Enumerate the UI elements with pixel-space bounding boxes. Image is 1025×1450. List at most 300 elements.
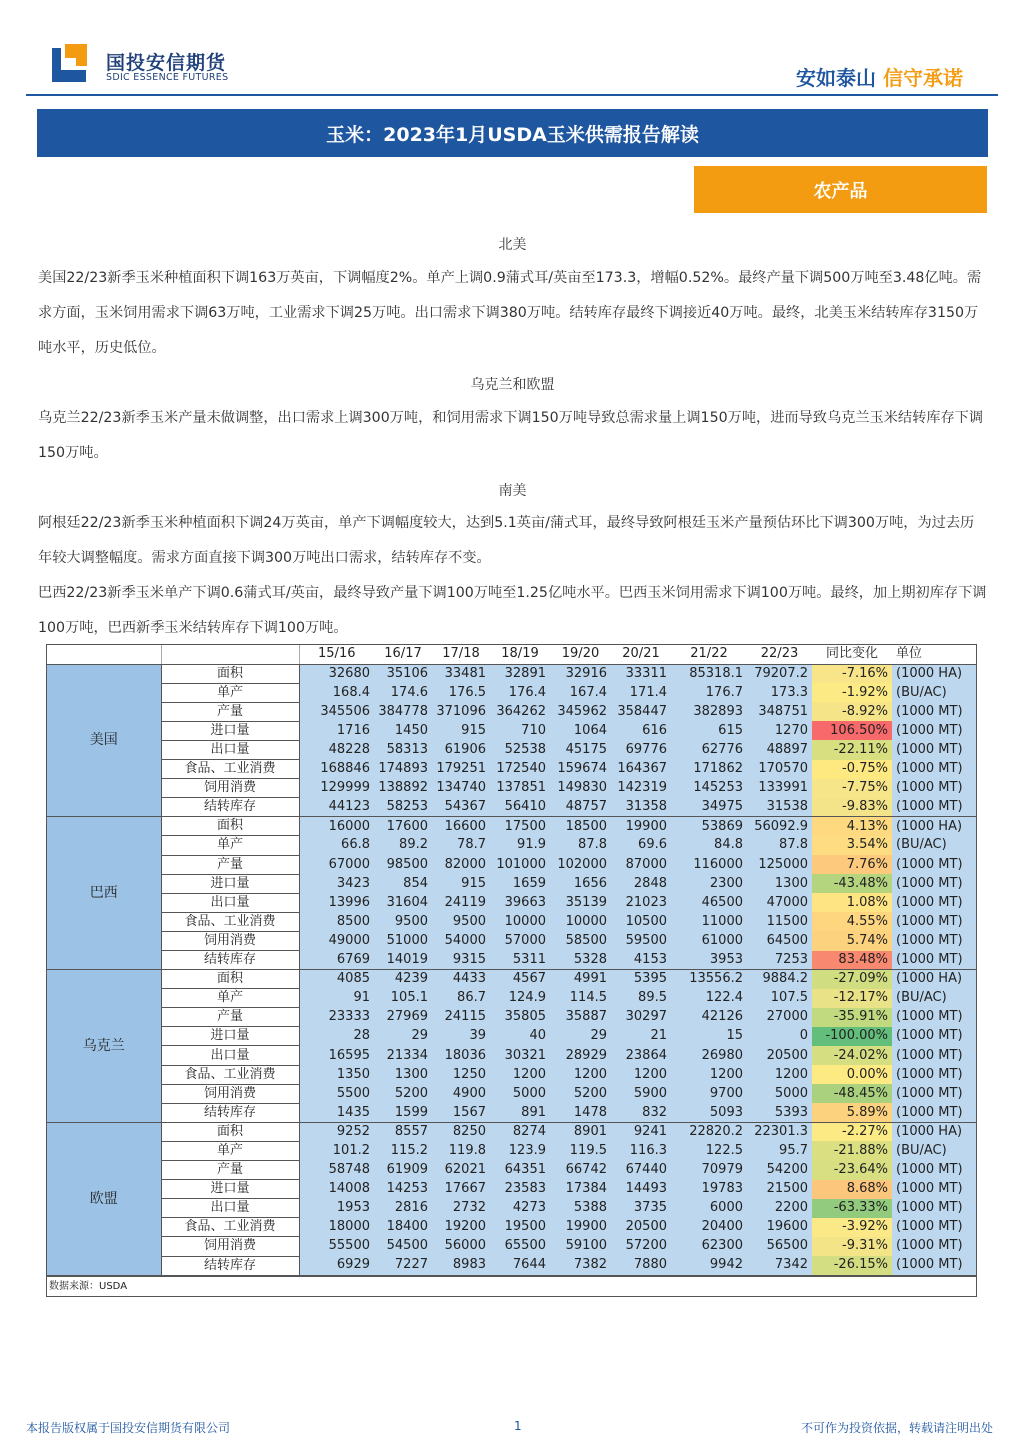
value-cell: 1350 <box>299 1065 374 1084</box>
value-cell: 5500 <box>299 1084 374 1103</box>
value-cell: 1716 <box>299 721 374 740</box>
value-cell: 171862 <box>671 760 747 779</box>
value-cell: 129999 <box>299 779 374 798</box>
value-cell: 116.3 <box>611 1141 671 1160</box>
value-cell: 5000 <box>490 1084 550 1103</box>
value-cell: 1270 <box>747 721 812 740</box>
value-cell: 35805 <box>490 1008 550 1027</box>
value-cell: 2300 <box>671 874 747 893</box>
yoy-change-cell: -23.64% <box>812 1161 892 1180</box>
company-logo-icon <box>52 40 98 84</box>
value-cell: 67440 <box>611 1161 671 1180</box>
value-cell: 62021 <box>432 1161 490 1180</box>
table-row <box>47 1199 976 1218</box>
table-row <box>47 683 976 702</box>
value-cell: 2200 <box>747 1199 812 1218</box>
value-cell: 42126 <box>671 1008 747 1027</box>
value-cell: 30297 <box>611 1008 671 1027</box>
value-cell: 58748 <box>299 1161 374 1180</box>
metric-label: 面积 <box>161 970 299 989</box>
value-cell: 16600 <box>432 817 490 836</box>
value-cell: 79207.2 <box>747 664 812 683</box>
value-cell: 5200 <box>550 1084 611 1103</box>
unit-cell: (1000 MT) <box>892 1008 976 1027</box>
value-cell: 58253 <box>374 798 432 817</box>
value-cell: 30321 <box>490 1046 550 1065</box>
table-row <box>47 702 976 721</box>
yoy-change-cell: 5.74% <box>812 931 892 950</box>
unit-cell: (1000 MT) <box>892 893 976 912</box>
value-cell: 4239 <box>374 970 432 989</box>
value-cell: 31358 <box>611 798 671 817</box>
value-cell: 89.5 <box>611 989 671 1008</box>
value-cell: 176.5 <box>432 683 490 702</box>
value-cell: 78.7 <box>432 836 490 855</box>
country-label: 巴西 <box>47 817 161 970</box>
yoy-change-cell: -27.09% <box>812 970 892 989</box>
unit-cell: (1000 HA) <box>892 664 976 683</box>
unit-cell: (1000 MT) <box>892 1199 976 1218</box>
value-cell: 33481 <box>432 664 490 683</box>
value-cell: 14253 <box>374 1180 432 1199</box>
metric-label: 饲用消费 <box>161 779 299 798</box>
value-cell: 26980 <box>671 1046 747 1065</box>
value-cell: 18036 <box>432 1046 490 1065</box>
value-cell: 24115 <box>432 1008 490 1027</box>
value-cell: 9700 <box>671 1084 747 1103</box>
value-cell: 125000 <box>747 855 812 874</box>
value-cell: 87000 <box>611 855 671 874</box>
value-cell: 371096 <box>432 702 490 721</box>
value-cell: 9500 <box>374 912 432 931</box>
yoy-change-cell: 83.48% <box>812 951 892 970</box>
value-cell: 7342 <box>747 1256 812 1275</box>
yoy-change-cell: -22.11% <box>812 740 892 759</box>
value-cell: 134740 <box>432 779 490 798</box>
value-cell: 70979 <box>671 1161 747 1180</box>
yoy-change-cell: -3.92% <box>812 1218 892 1237</box>
unit-cell: (BU/AC) <box>892 683 976 702</box>
slogan-part-b: 信守承诺 <box>883 66 963 90</box>
value-cell: 19600 <box>747 1218 812 1237</box>
value-cell: 21334 <box>374 1046 432 1065</box>
value-cell: 49000 <box>299 931 374 950</box>
value-cell: 710 <box>490 721 550 740</box>
value-cell: 4991 <box>550 970 611 989</box>
value-cell: 66742 <box>550 1161 611 1180</box>
value-cell: 11000 <box>671 912 747 931</box>
value-cell: 3423 <box>299 874 374 893</box>
value-cell: 4433 <box>432 970 490 989</box>
value-cell: 138892 <box>374 779 432 798</box>
value-cell: 58313 <box>374 740 432 759</box>
value-cell: 53869 <box>671 817 747 836</box>
value-cell: 159674 <box>550 760 611 779</box>
page-footer <box>0 1415 1025 1439</box>
value-cell: 95.7 <box>747 1141 812 1160</box>
value-cell: 1450 <box>374 721 432 740</box>
value-cell: 101.2 <box>299 1141 374 1160</box>
value-cell: 84.8 <box>671 836 747 855</box>
table-row <box>47 1084 976 1103</box>
value-cell: 1200 <box>671 1065 747 1084</box>
value-cell: 122.4 <box>671 989 747 1008</box>
metric-label: 出口量 <box>161 893 299 912</box>
yoy-change-cell: -9.83% <box>812 798 892 817</box>
value-cell: 56092.9 <box>747 817 812 836</box>
value-cell: 61909 <box>374 1161 432 1180</box>
table-row <box>47 1161 976 1180</box>
section-heading-ukraine-eu: 乌克兰和欧盟 <box>470 377 555 393</box>
table-header-row <box>47 645 976 664</box>
metric-label: 食品、工业消费 <box>161 1065 299 1084</box>
value-cell: 364262 <box>490 702 550 721</box>
value-cell: 7382 <box>550 1256 611 1275</box>
value-cell: 35139 <box>550 893 611 912</box>
yoy-change-cell: -43.48% <box>812 874 892 893</box>
table-row <box>47 1180 976 1199</box>
value-cell: 18500 <box>550 817 611 836</box>
value-cell: 10500 <box>611 912 671 931</box>
value-cell: 167.4 <box>550 683 611 702</box>
unit-cell: (1000 MT) <box>892 1180 976 1199</box>
yoy-change-cell: 5.89% <box>812 1103 892 1122</box>
value-cell: 8901 <box>550 1122 611 1141</box>
value-cell: 34975 <box>671 798 747 817</box>
value-cell: 1200 <box>611 1065 671 1084</box>
value-cell: 3953 <box>671 951 747 970</box>
value-cell: 31604 <box>374 893 432 912</box>
value-cell: 9241 <box>611 1122 671 1141</box>
value-cell: 8557 <box>374 1122 432 1141</box>
unit-cell: (1000 MT) <box>892 1237 976 1256</box>
value-cell: 56410 <box>490 798 550 817</box>
metric-label: 食品、工业消费 <box>161 1218 299 1237</box>
value-cell: 2816 <box>374 1199 432 1218</box>
yoy-change-cell: -8.92% <box>812 702 892 721</box>
unit-cell: (1000 MT) <box>892 1161 976 1180</box>
value-cell: 1064 <box>550 721 611 740</box>
yoy-change-cell: -7.16% <box>812 664 892 683</box>
value-cell: 29 <box>550 1027 611 1046</box>
logo-name-cn: 国投安信期货 <box>106 52 227 74</box>
unit-cell: (1000 MT) <box>892 1065 976 1084</box>
value-cell: 69776 <box>611 740 671 759</box>
metric-label: 面积 <box>161 817 299 836</box>
unit-cell: (1000 HA) <box>892 970 976 989</box>
value-cell: 98500 <box>374 855 432 874</box>
disclaimer: 不可作为投资依据，转载请注明出处 <box>800 1421 993 1435</box>
unit-cell: (1000 MT) <box>892 760 976 779</box>
metric-label: 出口量 <box>161 740 299 759</box>
value-cell: 17600 <box>374 817 432 836</box>
unit-cell: (1000 MT) <box>892 1084 976 1103</box>
value-cell: 616 <box>611 721 671 740</box>
value-cell: 4900 <box>432 1084 490 1103</box>
slogan <box>796 62 963 91</box>
yoy-change-cell: 4.13% <box>812 817 892 836</box>
unit-cell: (1000 MT) <box>892 721 976 740</box>
country-label: 乌克兰 <box>47 970 161 1123</box>
value-cell: 65500 <box>490 1237 550 1256</box>
unit-cell: (BU/AC) <box>892 836 976 855</box>
paragraph-brazil: 巴西22/23新季玉米单产下调0.6蒲式耳/英亩，最终导致产量下调100万吨至1.25亿吨水平。巴西玉米饲用需求下调100万吨。最终，加上期初库存下调100万吨，巴西新季玉米结转库存下调100万吨。 <box>38 585 987 636</box>
value-cell: 3735 <box>611 1199 671 1218</box>
value-cell: 20500 <box>611 1218 671 1237</box>
yoy-change-cell: -26.15% <box>812 1256 892 1275</box>
header-year: 22/23 <box>747 645 812 664</box>
value-cell: 119.8 <box>432 1141 490 1160</box>
value-cell: 5311 <box>490 951 550 970</box>
value-cell: 19200 <box>432 1218 490 1237</box>
value-cell: 32916 <box>550 664 611 683</box>
value-cell: 54200 <box>747 1161 812 1180</box>
value-cell: 4085 <box>299 970 374 989</box>
value-cell: 9500 <box>432 912 490 931</box>
value-cell: 19900 <box>611 817 671 836</box>
value-cell: 345962 <box>550 702 611 721</box>
yoy-change-cell: -63.33% <box>812 1199 892 1218</box>
unit-cell: (1000 MT) <box>892 740 976 759</box>
yoy-change-cell: -9.31% <box>812 1237 892 1256</box>
value-cell: 358447 <box>611 702 671 721</box>
value-cell: 9942 <box>671 1256 747 1275</box>
metric-label: 进口量 <box>161 721 299 740</box>
value-cell: 6000 <box>671 1199 747 1218</box>
metric-label: 产量 <box>161 855 299 874</box>
value-cell: 174.6 <box>374 683 432 702</box>
metric-label: 进口量 <box>161 1027 299 1046</box>
value-cell: 123.9 <box>490 1141 550 1160</box>
table-row <box>47 951 976 970</box>
yoy-change-cell: 106.50% <box>812 721 892 740</box>
value-cell: 8250 <box>432 1122 490 1141</box>
value-cell: 17384 <box>550 1180 611 1199</box>
value-cell: 124.9 <box>490 989 550 1008</box>
value-cell: 82000 <box>432 855 490 874</box>
value-cell: 8274 <box>490 1122 550 1141</box>
value-cell: 18000 <box>299 1218 374 1237</box>
value-cell: 21500 <box>747 1180 812 1199</box>
value-cell: 56000 <box>432 1237 490 1256</box>
value-cell: 173.3 <box>747 683 812 702</box>
value-cell: 105.1 <box>374 989 432 1008</box>
value-cell: 915 <box>432 721 490 740</box>
paragraph-ukraine-eu: 乌克兰22/23新季玉米产量未做调整，出口需求上调300万吨，和饲用需求下调150万吨导致总需求量上调150万吨，进而导致乌克兰玉米结转库存下调150万吨。 <box>38 410 984 461</box>
value-cell: 67000 <box>299 855 374 874</box>
value-cell: 85318.1 <box>671 664 747 683</box>
value-cell: 44123 <box>299 798 374 817</box>
supply-demand-table <box>46 644 977 1297</box>
logo-name-en: SDIC ESSENCE FUTURES <box>106 72 229 83</box>
paragraph-argentina: 阿根廷22/23新季玉米种植面积下调24万英亩，单产下调幅度较大，达到5.1英亩/蒲式耳，最终导致阿根廷玉米产量预估环比下调300万吨，为过去历年较大调整幅度。需求方面直接下调300万吨出口需求，结转库存不变。 <box>38 515 975 566</box>
value-cell: 1656 <box>550 874 611 893</box>
header-year: 18/19 <box>490 645 550 664</box>
table-row <box>47 1141 976 1160</box>
value-cell: 2848 <box>611 874 671 893</box>
yoy-change-cell: -1.92% <box>812 683 892 702</box>
value-cell: 8500 <box>299 912 374 931</box>
value-cell: 54367 <box>432 798 490 817</box>
table-row <box>47 855 976 874</box>
value-cell: 21 <box>611 1027 671 1046</box>
value-cell: 119.5 <box>550 1141 611 1160</box>
value-cell: 48757 <box>550 798 611 817</box>
metric-label: 进口量 <box>161 874 299 893</box>
value-cell: 133991 <box>747 779 812 798</box>
category-tag: 农产品 <box>694 166 987 213</box>
section-heading-north-america: 北美 <box>498 237 527 253</box>
value-cell: 14493 <box>611 1180 671 1199</box>
value-cell: 66.8 <box>299 836 374 855</box>
value-cell: 39 <box>432 1027 490 1046</box>
value-cell: 29 <box>374 1027 432 1046</box>
unit-cell: (1000 MT) <box>892 779 976 798</box>
page-number: 1 <box>514 1419 522 1433</box>
yoy-change-cell: -35.91% <box>812 1008 892 1027</box>
value-cell: 102000 <box>550 855 611 874</box>
unit-cell: (BU/AC) <box>892 1141 976 1160</box>
value-cell: 91 <box>299 989 374 1008</box>
metric-label: 结转库存 <box>161 951 299 970</box>
value-cell: 164367 <box>611 760 671 779</box>
value-cell: 176.4 <box>490 683 550 702</box>
value-cell: 48228 <box>299 740 374 759</box>
unit-cell: (1000 MT) <box>892 1027 976 1046</box>
header-year: 21/22 <box>671 645 747 664</box>
value-cell: 8983 <box>432 1256 490 1275</box>
value-cell: 1300 <box>374 1065 432 1084</box>
value-cell: 58500 <box>550 931 611 950</box>
table-row <box>47 721 976 740</box>
value-cell: 172540 <box>490 760 550 779</box>
value-cell: 116000 <box>671 855 747 874</box>
header-year: 17/18 <box>432 645 490 664</box>
metric-label: 结转库存 <box>161 798 299 817</box>
unit-cell: (1000 MT) <box>892 931 976 950</box>
metric-label: 结转库存 <box>161 1103 299 1122</box>
yoy-change-cell: 4.55% <box>812 912 892 931</box>
table-row <box>47 740 976 759</box>
value-cell: 62776 <box>671 740 747 759</box>
yoy-change-cell: -48.45% <box>812 1084 892 1103</box>
value-cell: 891 <box>490 1103 550 1122</box>
value-cell: 57000 <box>490 931 550 950</box>
table-row <box>47 798 976 817</box>
value-cell: 137851 <box>490 779 550 798</box>
value-cell: 17500 <box>490 817 550 836</box>
value-cell: 10000 <box>490 912 550 931</box>
value-cell: 1567 <box>432 1103 490 1122</box>
value-cell: 7253 <box>747 951 812 970</box>
unit-cell: (1000 MT) <box>892 874 976 893</box>
value-cell: 170570 <box>747 760 812 779</box>
value-cell: 57200 <box>611 1237 671 1256</box>
value-cell: 14008 <box>299 1180 374 1199</box>
value-cell: 87.8 <box>550 836 611 855</box>
metric-label: 出口量 <box>161 1046 299 1065</box>
metric-label: 面积 <box>161 664 299 683</box>
metric-label: 单产 <box>161 836 299 855</box>
yoy-change-cell: 0.00% <box>812 1065 892 1084</box>
value-cell: 384778 <box>374 702 432 721</box>
value-cell: 18400 <box>374 1218 432 1237</box>
header-yoy-change: 同比变化 <box>812 645 892 664</box>
value-cell: 33311 <box>611 664 671 683</box>
table-row <box>47 1008 976 1027</box>
table-row <box>47 1046 976 1065</box>
value-cell: 345506 <box>299 702 374 721</box>
header-unit: 单位 <box>892 645 976 664</box>
value-cell: 20400 <box>671 1218 747 1237</box>
metric-label: 食品、工业消费 <box>161 760 299 779</box>
value-cell: 31538 <box>747 798 812 817</box>
value-cell: 176.7 <box>671 683 747 702</box>
yoy-change-cell: 7.76% <box>812 855 892 874</box>
unit-cell: (BU/AC) <box>892 989 976 1008</box>
value-cell: 28929 <box>550 1046 611 1065</box>
value-cell: 142319 <box>611 779 671 798</box>
value-cell: 1659 <box>490 874 550 893</box>
value-cell: 174893 <box>374 760 432 779</box>
metric-label: 食品、工业消费 <box>161 912 299 931</box>
yoy-change-cell: -21.88% <box>812 1141 892 1160</box>
unit-cell: (1000 MT) <box>892 1218 976 1237</box>
value-cell: 114.5 <box>550 989 611 1008</box>
value-cell: 168.4 <box>299 683 374 702</box>
data-source-note: 数据来源：USDA <box>47 1276 976 1300</box>
value-cell: 62300 <box>671 1237 747 1256</box>
value-cell: 61906 <box>432 740 490 759</box>
value-cell: 4273 <box>490 1199 550 1218</box>
value-cell: 56500 <box>747 1237 812 1256</box>
metric-label: 饲用消费 <box>161 1084 299 1103</box>
table-row <box>47 779 976 798</box>
value-cell: 45175 <box>550 740 611 759</box>
yoy-change-cell: 1.08% <box>812 893 892 912</box>
country-label: 欧盟 <box>47 1122 161 1275</box>
paragraph-north-america: 美国22/23新季玉米种植面积下调163万英亩，下调幅度2%。单产上调0.9蒲式耳/英亩至173.3，增幅0.52%。最终产量下调500万吨至3.48亿吨。需求方面，玉米饲用需求下调63万吨，工业需求下调25万吨。出口需求下调380万吨。结转库存最终下调接近40万吨。最终，北美玉米结转库存3150万吨水平，历史低位。 <box>38 270 982 356</box>
table-row <box>47 893 976 912</box>
value-cell: 6929 <box>299 1256 374 1275</box>
value-cell: 61000 <box>671 931 747 950</box>
value-cell: 13996 <box>299 893 374 912</box>
value-cell: 348751 <box>747 702 812 721</box>
metric-label: 饲用消费 <box>161 1237 299 1256</box>
value-cell: 2732 <box>432 1199 490 1218</box>
value-cell: 5328 <box>550 951 611 970</box>
value-cell: 5388 <box>550 1199 611 1218</box>
metric-label: 单产 <box>161 989 299 1008</box>
value-cell: 59100 <box>550 1237 611 1256</box>
value-cell: 107.5 <box>747 989 812 1008</box>
value-cell: 52538 <box>490 740 550 759</box>
metric-label: 面积 <box>161 1122 299 1141</box>
value-cell: 48897 <box>747 740 812 759</box>
unit-cell: (1000 MT) <box>892 951 976 970</box>
value-cell: 179251 <box>432 760 490 779</box>
value-cell: 1200 <box>747 1065 812 1084</box>
value-cell: 40 <box>490 1027 550 1046</box>
yoy-change-cell: -0.75% <box>812 760 892 779</box>
value-cell: 4567 <box>490 970 550 989</box>
value-cell: 7880 <box>611 1256 671 1275</box>
value-cell: 149830 <box>550 779 611 798</box>
table-row <box>47 1122 976 1141</box>
unit-cell: (1000 MT) <box>892 1256 976 1275</box>
value-cell: 1300 <box>747 874 812 893</box>
unit-cell: (1000 MT) <box>892 1046 976 1065</box>
